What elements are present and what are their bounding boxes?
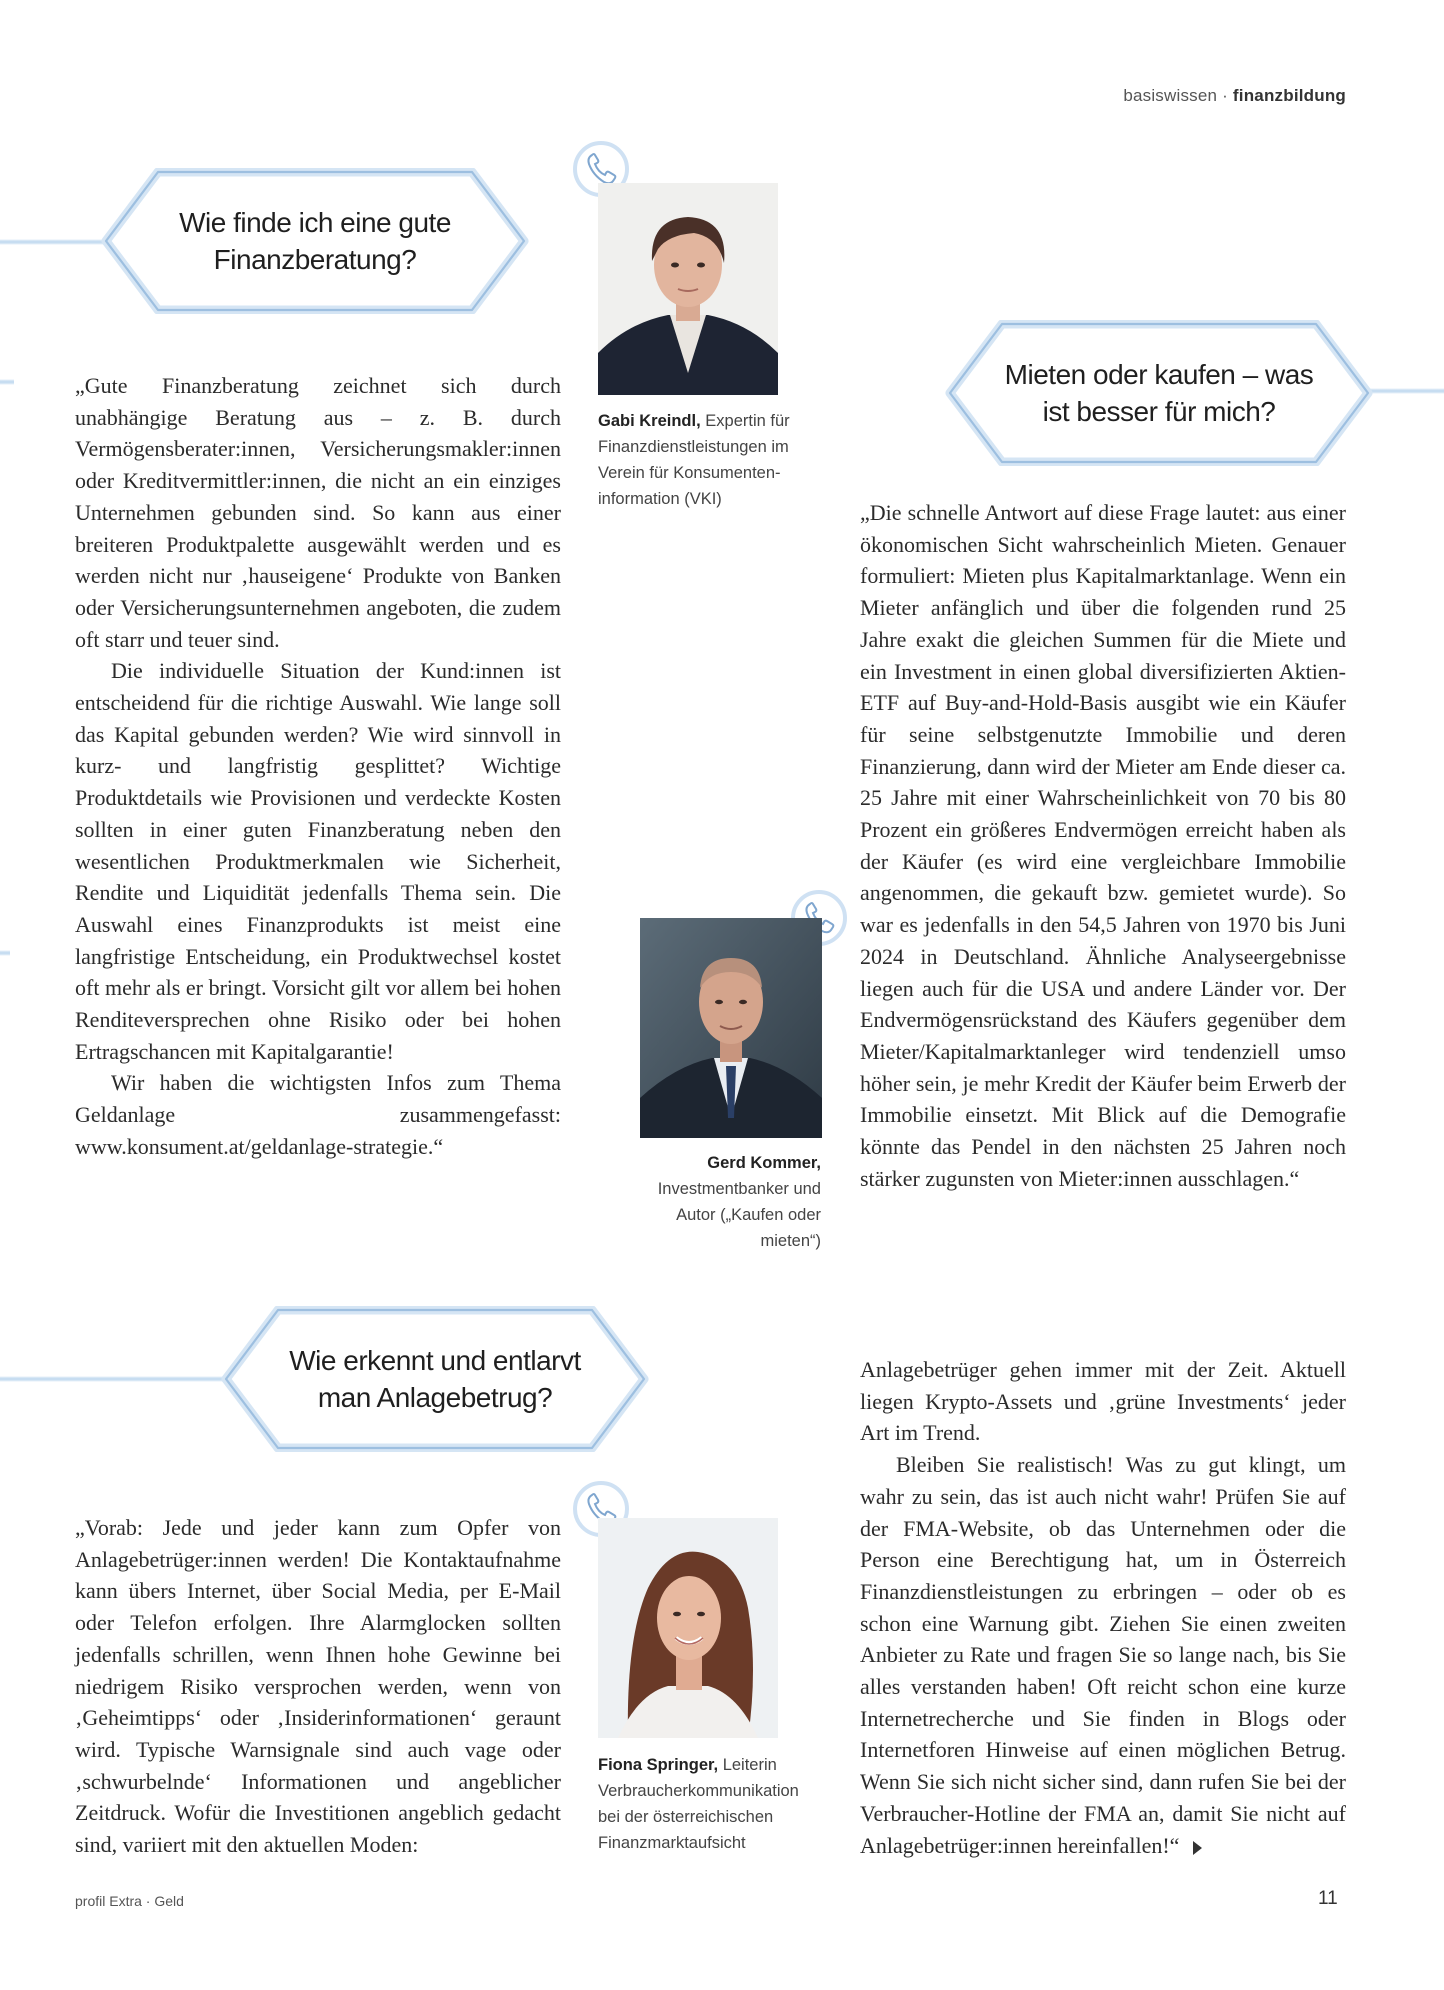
answer-1-text — [75, 370, 561, 1163]
expert-role: Autor („Kaufen oder — [676, 1206, 821, 1224]
expert-name: Gerd Kommer, — [707, 1154, 821, 1172]
decor-line — [0, 950, 10, 956]
answer-2-text — [860, 497, 1346, 1194]
header-topic: finanzbildung — [1232, 86, 1346, 105]
expert-role: Verein für Konsumenten- — [598, 464, 781, 482]
expert-role: Expertin für — [700, 412, 790, 430]
page-number: 11 — [1318, 1888, 1338, 1909]
caption-gerd-kommer — [590, 1150, 821, 1254]
question-box-2 — [944, 320, 1374, 466]
expert-role: Leiterin — [718, 1756, 777, 1774]
question-title — [944, 356, 1374, 430]
caption-gabi-kreindl — [598, 408, 828, 512]
answer-paragraph: Bleiben Sie realistisch! Was zu gut klingt, um wahr zu sein, das ist auch nicht wahr! Prüfen Sie auf der FMA-Website, ob das Unternehmen oder die Person eine Berechtigung hat, um in Österreich Finanzdienstleistungen zu erbringen – oder ob es schon eine Warnung gibt. Ziehen Sie einen zweiten Anbieter zu Rate und fragen Sie so lange nach, bis Sie alles verstanden haben! Oft reicht schon eine kurze Internetrecherche und Sie finden in Blogs oder Internetforen Hinweise auf einen möglichen Betrug. Wenn Sie sich nicht sicher sind, dann rufen Sie bei der Verbraucher-Hotline der FMA an, damit Sie nicht auf Anlagebetrüger:innen hereinfallen!“ — [860, 1452, 1346, 1858]
expert-name: Fiona Springer, — [598, 1756, 719, 1774]
answer-paragraph: Wir haben die wichtigsten Infos zum Thema Geldanlage zusammengefasst: www.konsument.at/geldanlage-strategie.“ — [75, 1070, 561, 1159]
header-separator: · — [1222, 86, 1228, 105]
expert-role: Investmentbanker und — [657, 1180, 821, 1198]
portrait-fiona-springer — [598, 1518, 778, 1738]
question-line: Wie erkennt und entlarvt — [289, 1345, 581, 1376]
decor-line — [0, 379, 14, 385]
decor-line — [0, 239, 110, 245]
answer-paragraph: Anlagebetrüger gehen immer mit der Zeit. Aktuell liegen Krypto-Assets und ‚grüne Investments‘ jeder Art im Trend. — [860, 1357, 1346, 1446]
expert-role: Finanzmarktaufsicht — [598, 1834, 746, 1852]
expert-role: bei der österreichischen — [598, 1808, 774, 1826]
section-header — [1123, 86, 1346, 106]
question-box-1 — [100, 168, 530, 314]
header-section: basiswissen — [1123, 86, 1218, 105]
expert-role: mieten“) — [760, 1232, 821, 1250]
footer-publication: profil Extra · Geld — [75, 1893, 184, 1909]
question-line: Finanzberatung? — [213, 244, 417, 275]
answer-paragraph: „Vorab: Jede und jeder kann zum Opfer von Anlagebetrüger:innen werden! Die Kontaktaufnahme kann übers Internet, über Social Media, per E-Mail oder Telefon erfolgen. Ihre Alarmglocken sollten jedenfalls schrillen, wenn Ihnen hohe Gewinne bei niedrigem Risiko versprochen werden, wenn von ‚Geheimtipps‘ oder ‚Insiderinformationen‘ geraunt wird. Typische Warnsignale sind auch vage oder ‚schwurbelnde‘ Informationen und angeblicher Zeitdruck. Wofür die Investitionen angeblich gedacht sind, variiert mit den aktuellen Moden: — [75, 1515, 561, 1858]
expert-role: Verbraucherkommunikation — [598, 1782, 799, 1800]
expert-name: Gabi Kreindl, — [598, 412, 701, 430]
question-title — [100, 204, 530, 278]
answer-3-text-left — [75, 1512, 561, 1861]
question-box-3 — [220, 1306, 650, 1452]
answer-paragraph: „Die schnelle Antwort auf diese Frage lautet: aus einer ökonomischen Sicht wahrscheinlich Mieten. Genauer formuliert: Mieten plus Kapitalmarktanlage. Wenn ein Mieter anfänglich und über die folgenden rund 25 Jahre exakt die gleichen Summen für die Miete und ein Investment in einen global diversifizierten Aktien-ETF auf Buy-and-Hold-Basis ausgibt wie ein Käufer für seine selbstgenutzte Immobilie und deren Finanzierung, dann wird der Mieter am Ende dieser ca. 25 Jahre mit einer Wahrscheinlichkeit von 70 bis 80 Prozent ein größeres Endvermögen erreicht haben als der Käufer (es wird eine vergleichbare Immobilie angenommen, die gekauft bzw. gemietet wurde). So war es jedenfalls in den 54,5 Jahren von 1970 bis Juni 2024 in Deutschland. Ähnliche Analyseergebnisse liegen auch für die USA und andere Länder vor. Der Endvermögensrückstand des Käufers gegenüber dem Mieter/Kapitalmarktanleger wird tendenziell umso höher sein, je mehr Kredit der Käufer beim Erwerb der Immobilie einsetzt. Mit Blick auf die Demografie könnte das Pendel in den nächsten 25 Jahren noch stärker zugunsten von Mieter:innen ausschlagen.“ — [860, 500, 1346, 1191]
question-line: man Anlagebetrug? — [317, 1382, 553, 1413]
expert-role: Finanzdienstleistungen im — [598, 438, 789, 456]
decor-line — [0, 1376, 230, 1382]
question-title — [220, 1342, 650, 1416]
answer-paragraph: Die individuelle Situation der Kund:innen ist entscheidend für die richtige Auswahl. Wie lange soll das Kapital gebunden werden? Wie wird sinnvoll in kurz- und langfristig gesplittet? Wichtige Produktdetails wie Provisionen und verdeckte Kosten sollten in einer guten Finanzberatung neben den wesentlichen Produktmerkmalen wie Sicherheit, Rendite und Liquidität jedenfalls Thema sein. Die Auswahl eines Finanzprodukts ist meist eine langfristige Entscheidung, ein Produktwechsel kostet oft mehr als er bringt. Vorsicht gilt vor allem bei hohen Renditeversprechen ohne Risiko oder bei hohen Ertragschancen mit Kapitalgarantie! — [75, 658, 561, 1064]
portrait-gerd-kommer — [640, 918, 822, 1138]
portrait-gabi-kreindl — [598, 183, 778, 395]
question-line: ist besser für mich? — [1042, 396, 1276, 427]
answer-3-text-right — [860, 1354, 1346, 1861]
question-line: Wie finde ich eine gute — [179, 207, 451, 238]
expert-role: information (VKI) — [598, 490, 722, 508]
caption-fiona-springer — [598, 1752, 828, 1856]
continue-arrow-icon — [1193, 1841, 1202, 1855]
answer-paragraph-final — [860, 1449, 1346, 1861]
answer-paragraph: „Gute Finanzberatung zeichnet sich durch unabhängige Beratung aus – z. B. durch Vermögensberater:innen, Versicherungsmakler:innen oder Kreditvermittler:innen, die nicht an ein einziges Unternehmen gebunden sind. So kann aus einer breiteren Produktpalette ausgewählt werden und es werden nicht nur ‚hauseigene‘ Produkte von Banken oder Versicherungsunternehmen angeboten, die zudem oft starr und teuer sind. — [75, 373, 561, 652]
question-line: Mieten oder kaufen – was — [1004, 359, 1314, 390]
